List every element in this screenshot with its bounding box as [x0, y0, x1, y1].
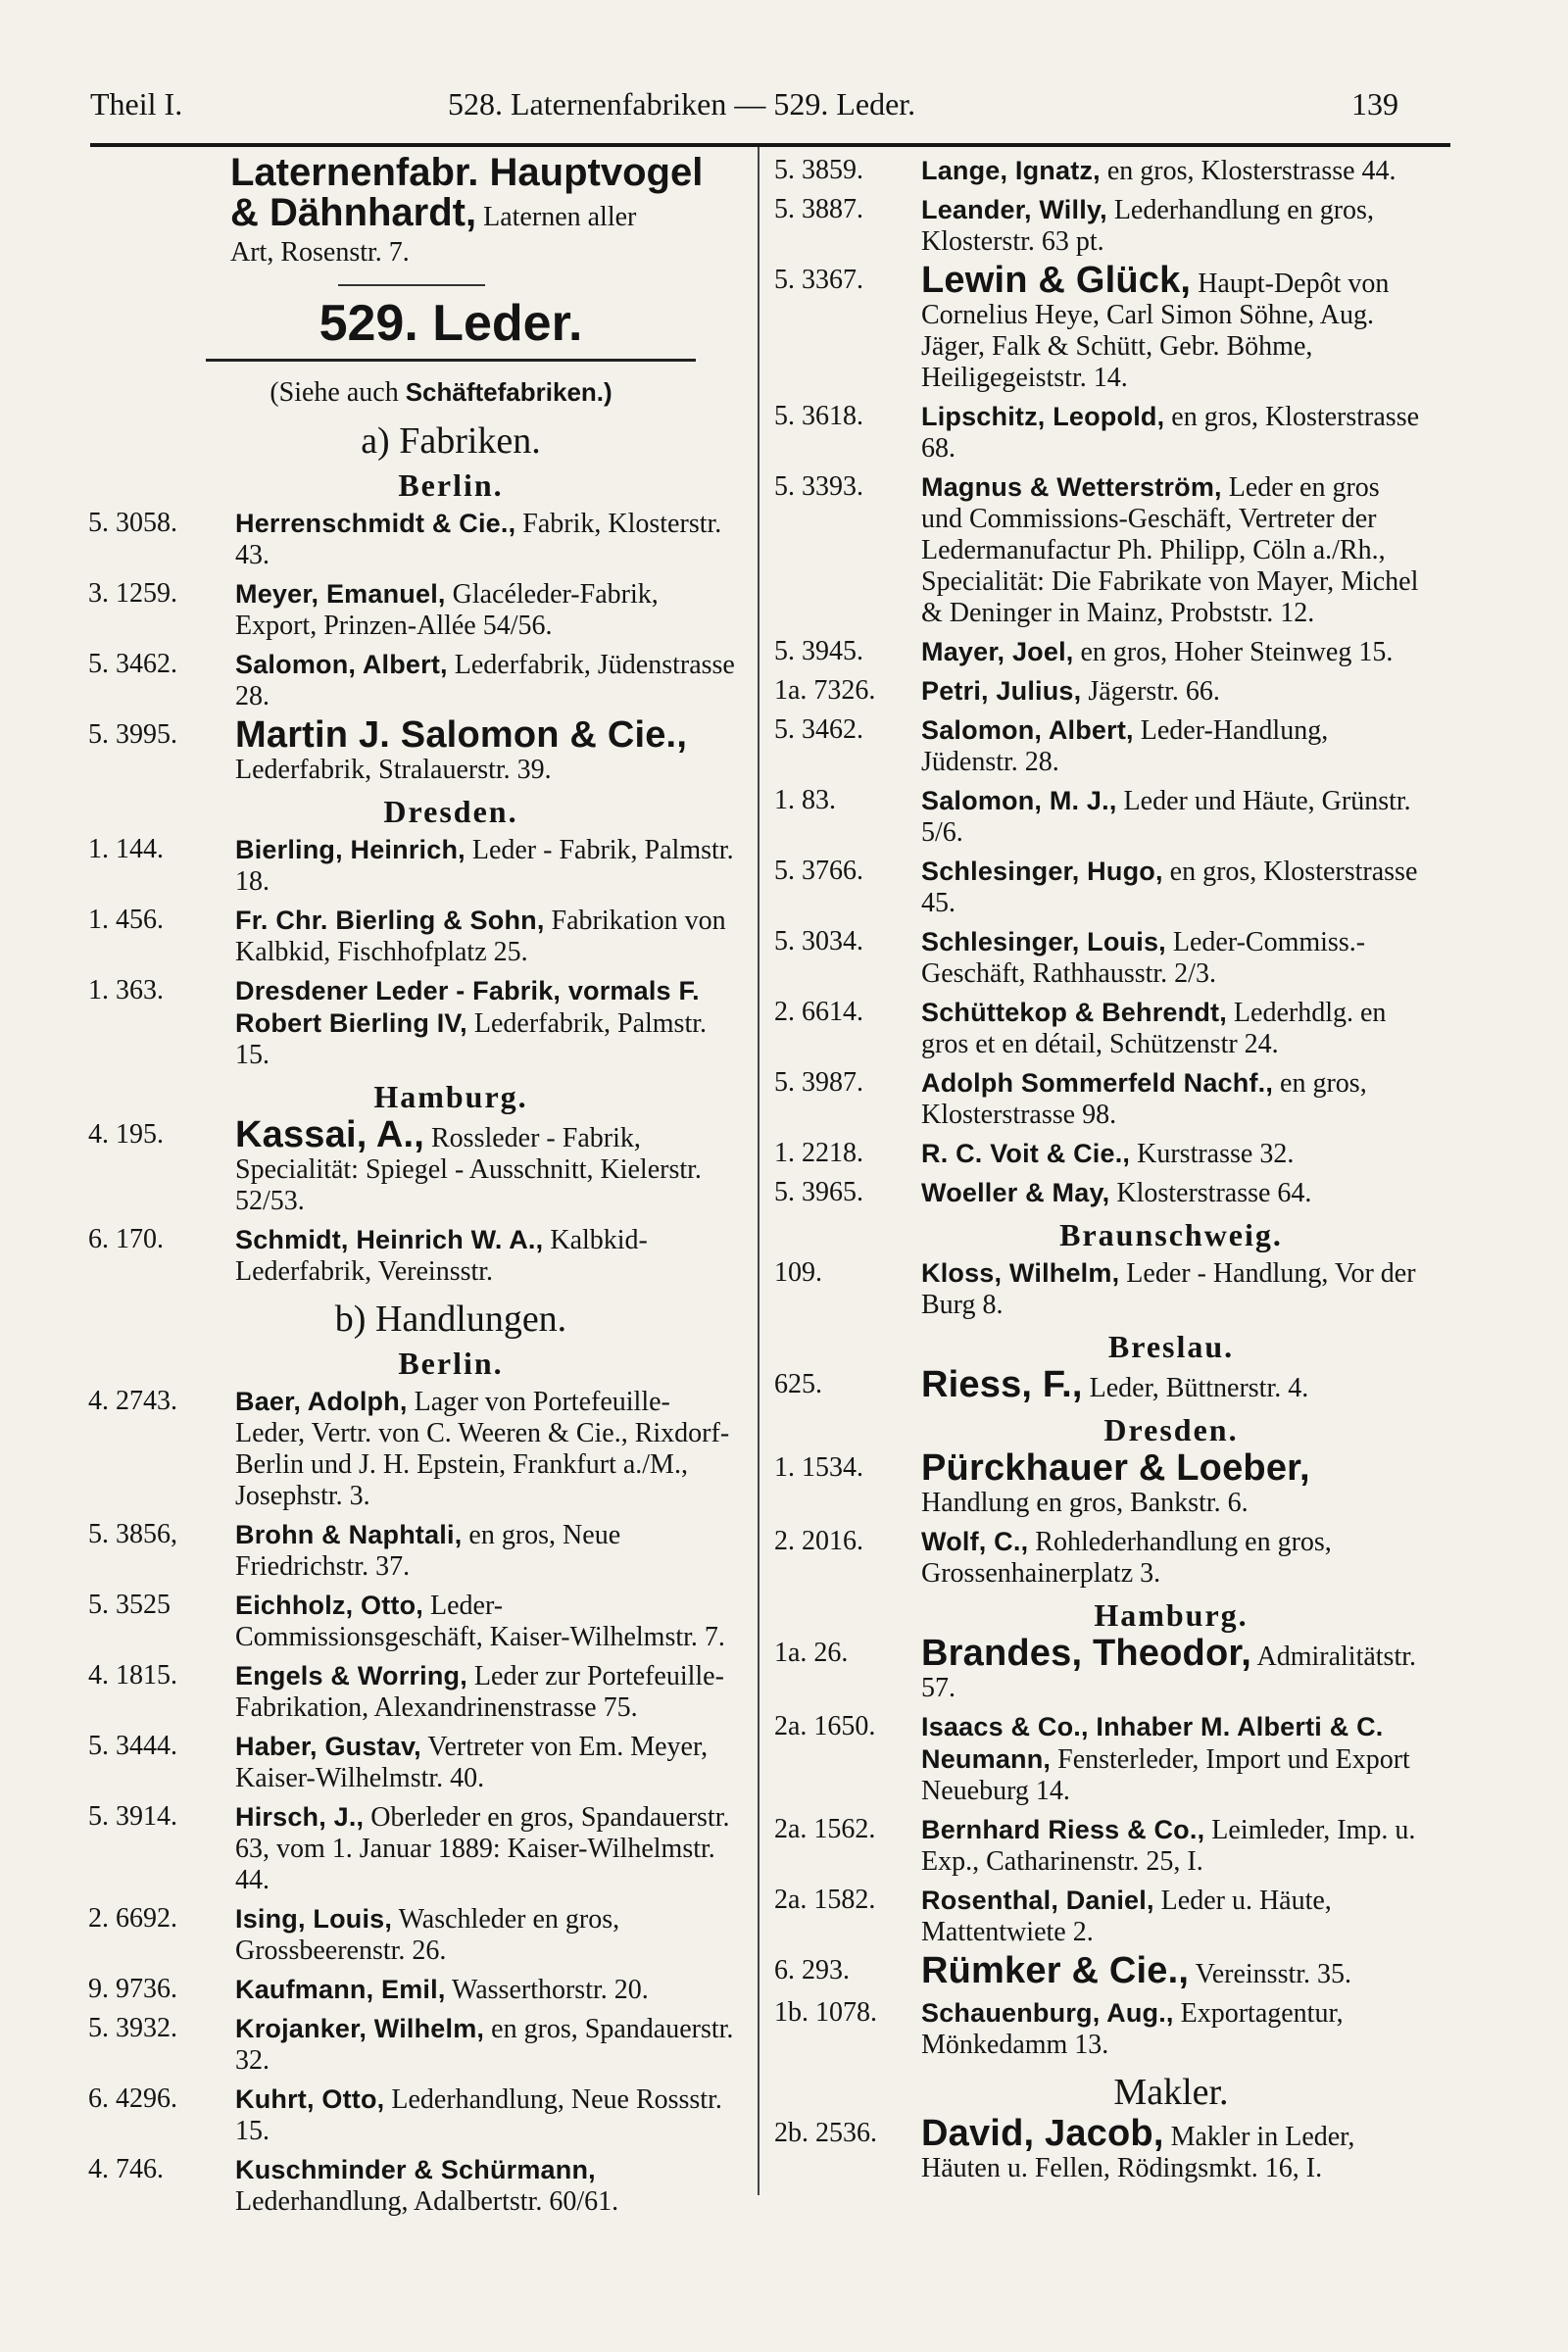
entry-name: Meyer, Emanuel,	[235, 579, 446, 609]
directory-entry	[774, 401, 1421, 465]
part-label: Theil I.	[90, 86, 183, 122]
entry-name: Petri, Julius,	[921, 676, 1082, 706]
entry-name: Bernhard Riess & Co.,	[921, 1815, 1205, 1844]
entry-description: Leder u. Häute, Mattentwiete 2.	[921, 1886, 1332, 1947]
entry-name: Ising, Louis,	[235, 1904, 393, 1934]
entry-number: 5. 3462.	[774, 714, 863, 745]
entry-number: 109.	[774, 1257, 822, 1288]
subsection-fabriken: a) Fabriken.	[361, 420, 541, 462]
entry-number: 5. 3914.	[88, 1801, 177, 1832]
entry-description: Lederhandlung en gros, Klosterstr. 63 pt.	[921, 195, 1374, 257]
entry-description: Leder und Häute, Grünstr. 5/6.	[921, 786, 1411, 848]
entry-description: Kurstrasse 32.	[1137, 1139, 1295, 1169]
subsection-makler: Makler.	[1113, 2072, 1229, 2113]
entry-number: 1b. 1078.	[774, 1997, 877, 2028]
entry-number: 4. 746.	[88, 2154, 164, 2184]
directory-entry	[88, 1731, 735, 1794]
entry-name: Kloss, Wilhelm,	[921, 1258, 1120, 1288]
entry-number: 4. 1815.	[88, 1660, 177, 1690]
entry-name: Kuhrt, Otto,	[235, 2084, 385, 2114]
directory-entry	[88, 2013, 735, 2077]
entry-description: Rossleder - Fabrik, Specialität: Spiegel - Ausschnitt, Kielerstr. 52/53.	[235, 1123, 702, 1216]
entry-description: Leder en gros und Commissions-Geschäft, Vertreter der Ledermanufactur Ph. Philipp, Cöln a./Rh., Specialität: Die Fabrikate von Mayer, Michel & Deninger in Mainz, Probststr. 12.	[921, 472, 1419, 628]
entry-number: 1. 144.	[88, 834, 164, 864]
entry-name: Kassai, A.,	[235, 1114, 424, 1155]
directory-entry	[88, 975, 735, 1071]
directory-entry	[88, 1801, 735, 1896]
entry-number: 6. 170.	[88, 1224, 164, 1254]
directory-entry	[774, 997, 1421, 1060]
city-heading-berlin-handlungen: Berlin.	[398, 1346, 504, 1381]
page-number: 139	[1351, 86, 1398, 122]
entry-number: 2. 6692.	[88, 1903, 177, 1934]
entry-name: Hirsch, J.,	[235, 1802, 365, 1832]
directory-entry	[774, 1997, 1421, 2061]
entry-description: Vereinsstr. 35.	[1195, 1959, 1352, 1989]
entry-number: 3. 1259.	[88, 578, 177, 609]
entry-name: Pürckhauer & Loeber,	[921, 1447, 1310, 1489]
entry-description: Leimleder, Imp. u. Exp., Catharinenstr. 25, I.	[921, 1815, 1416, 1877]
entry-description: Wasserthorstr. 20.	[452, 1975, 649, 2005]
directory-entry	[88, 649, 735, 712]
directory-entry	[88, 1519, 735, 1583]
entry-number: 5. 3887.	[774, 194, 863, 224]
entry-number: 1a. 26.	[774, 1638, 849, 1668]
fabriken-berlin-list	[88, 508, 735, 786]
entry-description: Handlung en gros, Bankstr. 6.	[921, 1488, 1249, 1518]
entry-number: 5. 3393.	[774, 471, 863, 502]
entry-description: Oberleder en gros, Spandauerstr. 63, vom 1. Januar 1889: Kaiser-Wilhelmstr. 44.	[235, 1802, 730, 1895]
directory-entry	[774, 1814, 1421, 1878]
entry-description: Lederfabrik, Palmstr. 15.	[235, 1008, 708, 1070]
entry-number: 4. 2743.	[88, 1386, 177, 1416]
entry-name: Schlesinger, Louis,	[921, 927, 1166, 956]
entry-name: Bierling, Heinrich,	[235, 835, 466, 864]
makler-list	[774, 2113, 1421, 2184]
entry-number: 6. 4296.	[88, 2083, 177, 2114]
entry-description: Lederfabrik, Stralauerstr. 39.	[235, 755, 552, 785]
entry-name: Woeller & May,	[921, 1178, 1110, 1207]
entry-number: 5. 3965.	[774, 1177, 863, 1207]
entry-name-cont: & Dähnhardt,	[230, 191, 477, 234]
entry-name: Kuschminder & Schürmann,	[235, 2155, 596, 2184]
column-divider	[758, 147, 760, 2195]
entry-description: Klosterstrasse 64.	[1116, 1178, 1312, 1208]
directory-entry	[774, 1177, 1421, 1209]
city-heading-braunschweig: Braunschweig.	[1059, 1217, 1283, 1252]
directory-entry	[88, 1903, 735, 1967]
entry-number: 2a. 1562.	[774, 1814, 876, 1844]
entry-number: 1. 83.	[774, 785, 836, 815]
entry-description: Glacéleder-Fabrik, Export, Prinzen-Allée 54/56.	[235, 579, 659, 641]
entry-description: en gros, Klosterstrasse 45.	[921, 857, 1418, 918]
entry-description: Exportagentur, Mönkedamm 13.	[921, 1998, 1344, 2060]
entry-number: 5. 3367.	[774, 265, 863, 295]
entry-number: 2. 2016.	[774, 1526, 863, 1556]
subsection-handlungen: b) Handlungen.	[334, 1298, 567, 1340]
entry-name: Salomon, M. J.,	[921, 786, 1117, 815]
entry-description: Leder-Commiss.-Geschäft, Rathhausstr. 2/3.	[921, 927, 1366, 989]
directory-entry	[88, 1114, 735, 1217]
entry-description: en gros, Spandauerstr. 32.	[235, 2014, 734, 2076]
entry-name: R. C. Voit & Cie.,	[921, 1139, 1131, 1168]
breslau-list	[774, 1364, 1421, 1405]
entry-number: 1. 1534.	[774, 1452, 863, 1483]
entry-description: Leder - Fabrik, Palmstr. 18.	[235, 835, 734, 897]
directory-entry	[88, 1590, 735, 1653]
directory-entry	[88, 2083, 735, 2147]
entry-number: 5. 3995.	[88, 719, 177, 750]
entry-number: 5. 3945.	[774, 636, 863, 666]
directory-entry	[774, 856, 1421, 919]
entry-name: Dresdener Leder - Fabrik, vormals F. Robert Bierling IV,	[235, 976, 700, 1038]
entry-description: en gros, Klosterstrasse 68.	[921, 402, 1420, 464]
hamburg-handlungen-list	[774, 1633, 1421, 2061]
entry-description: Fabrikation von Kalbkid, Fischhofplatz 25.	[235, 906, 726, 967]
entry-name: Schauenburg, Aug.,	[921, 1998, 1174, 2028]
entry-name: Rosenthal, Daniel,	[921, 1886, 1154, 1915]
entry-number: 625.	[774, 1369, 822, 1399]
entry-number: 5. 3987.	[774, 1067, 863, 1098]
entry-description: Admiralitätstr. 57.	[921, 1642, 1417, 1703]
entry-number: 2a. 1582.	[774, 1885, 876, 1915]
entry-name: Wolf, C.,	[921, 1527, 1029, 1556]
entry-name: Brohn & Naphtali,	[235, 1520, 463, 1549]
see-also-ref: Schäftefabriken.)	[405, 377, 612, 407]
entry-description: Leder zur Portefeuille-Fabrikation, Alexandrinenstrasse 75.	[235, 1661, 724, 1723]
directory-entry	[88, 905, 735, 968]
short-divider	[338, 284, 485, 286]
entry-number: 2a. 1650.	[774, 1711, 876, 1741]
entry-number: 1. 363.	[88, 975, 164, 1005]
entry-description: Waschleder en gros, Grossbeerenstr. 26.	[235, 1904, 620, 1966]
entry-name: Schmidt, Heinrich W. A.,	[235, 1225, 544, 1254]
entry-name: Rümker & Cie.,	[921, 1950, 1190, 1991]
see-also-note: (Siehe auch Schäftefabriken.)	[270, 377, 612, 408]
directory-entry	[774, 675, 1421, 708]
city-heading-hamburg: Hamburg.	[373, 1079, 528, 1114]
entry-number: 5. 3618.	[774, 401, 863, 431]
running-head	[90, 86, 1398, 125]
entry-name: Herrenschmidt & Cie.,	[235, 509, 516, 538]
entry-number: 5. 3462.	[88, 649, 177, 679]
entry-name: Schüttekop & Behrendt,	[921, 998, 1227, 1027]
entry-description: en gros, Neue Friedrichstr. 37.	[235, 1520, 621, 1582]
directory-entry	[774, 471, 1421, 629]
dresden-handlungen-list	[774, 1447, 1421, 1590]
entry-description: Rohlederhandlung en gros, Grossenhainerplatz 3.	[921, 1527, 1332, 1589]
entry-number: 1. 2218.	[774, 1138, 863, 1168]
directory-entry	[88, 2154, 735, 2218]
entry-description: Lederhdlg. en gros et en détail, Schützenstr 24.	[921, 998, 1387, 1059]
entry-name: Isaacs & Co., Inhaber M. Alberti & C. Neumann,	[921, 1712, 1384, 1774]
entry-number: 2b. 2536.	[774, 2118, 877, 2148]
entry-number: 5. 3766.	[774, 856, 863, 886]
entry-name: Krojanker, Wilhelm,	[235, 2014, 485, 2043]
entry-number: 9. 9736.	[88, 1974, 177, 2004]
left-column	[88, 151, 735, 2225]
entry-name: Lipschitz, Leopold,	[921, 402, 1165, 431]
directory-entry	[774, 2113, 1421, 2184]
entry-description: Haupt-Depôt von Cornelius Heye, Carl Simon Söhne, Aug. Jäger, Falk & Schütt, Gebr. Böhme, Heiligegeiststr. 14.	[921, 269, 1390, 393]
directory-entry	[88, 1386, 735, 1512]
entry-name: Leander, Willy,	[921, 195, 1107, 224]
entry-number: 5. 3525	[88, 1590, 171, 1620]
handlungen-berlin-list	[88, 1386, 735, 2218]
directory-entry	[774, 1364, 1421, 1405]
entry-name: Martin J. Salomon & Cie.,	[235, 714, 688, 756]
entry-description: Lederhandlung, Neue Rossstr. 15.	[235, 2084, 722, 2146]
directory-entry	[774, 785, 1421, 849]
section-divider	[206, 359, 696, 362]
directory-entry	[774, 1633, 1421, 1704]
city-heading-breslau: Breslau.	[1107, 1329, 1235, 1364]
entry-description: Fensterleder, Import und Export Neueburg 14.	[921, 1744, 1410, 1806]
entry-name: Fr. Chr. Bierling & Sohn,	[235, 906, 545, 935]
right-column	[774, 155, 1421, 2191]
directory-entry	[774, 1711, 1421, 1807]
directory-entry	[88, 1224, 735, 1288]
directory-entry	[88, 508, 735, 571]
entry-description: Jägerstr. 66.	[1088, 676, 1220, 707]
entry-description: Leder, Büttnerstr. 4.	[1089, 1373, 1309, 1403]
entry-name: Riess, F.,	[921, 1364, 1083, 1405]
city-heading-dresden: Dresden.	[383, 794, 518, 829]
directory-entry	[774, 1138, 1421, 1170]
entry-description: Leder-Commissionsgeschäft, Kaiser-Wilhelmstr. 7.	[235, 1591, 725, 1652]
entry-number: 5. 3859.	[774, 155, 863, 185]
directory-entry	[774, 155, 1421, 187]
directory-entry	[774, 1067, 1421, 1131]
directory-entry	[88, 578, 735, 642]
entry-name: Lange, Ignatz,	[921, 156, 1101, 185]
directory-entry	[88, 1660, 735, 1724]
directory-entry	[774, 1447, 1421, 1519]
entry-number: 5. 3932.	[88, 2013, 177, 2043]
entry-name: Kaufmann, Emil,	[235, 1975, 446, 2004]
entry-name: Mayer, Joel,	[921, 637, 1074, 666]
header-rule	[90, 143, 1450, 147]
entry-number: 2. 6614.	[774, 997, 863, 1027]
entry-name: Adolph Sommerfeld Nachf.,	[921, 1068, 1274, 1098]
directory-entry	[88, 714, 735, 786]
entry-number: 5. 3444.	[88, 1731, 177, 1761]
chapter-range: 528. Laternenfabriken — 529. Leder.	[448, 86, 916, 122]
entry-description: en gros, Hoher Steinweg 15.	[1080, 637, 1394, 667]
entry-name: Haber, Gustav,	[235, 1732, 421, 1761]
entry-description: Vertreter von Em. Meyer, Kaiser-Wilhelmstr. 40.	[235, 1732, 709, 1793]
city-heading-hamburg-handlungen: Hamburg.	[1094, 1597, 1249, 1633]
braunschweig-list	[774, 1257, 1421, 1321]
entry-name: Lewin & Glück,	[921, 260, 1192, 301]
entry-description: Lederfabrik, Jüdenstrasse 28.	[235, 650, 735, 711]
entry-number: 5. 3058.	[88, 508, 177, 538]
entry-name: Salomon, Albert,	[921, 715, 1134, 745]
section-title: 529. Leder.	[318, 295, 583, 352]
entry-number: 5. 3034.	[774, 926, 863, 956]
directory-entry	[774, 636, 1421, 668]
entry-description: en gros, Klosterstrasse 44.	[1106, 156, 1396, 186]
entry-name: Laternenfabr. Hauptvogel	[230, 151, 704, 194]
entry-number: 4. 195.	[88, 1119, 164, 1150]
entry-description: Lager von Portefeuille-Leder, Vertr. von C. Weeren & Cie., Rixdorf-Berlin und J. H. Epstein, Frankfurt a./M., Josephstr. 3.	[235, 1387, 730, 1511]
directory-entry	[774, 1257, 1421, 1321]
directory-entry	[774, 714, 1421, 778]
entry-description: Makler in Leder, Häuten u. Fellen, Rödingsmkt. 16, I.	[921, 2122, 1355, 2183]
entry-number: 1a. 7326.	[774, 675, 876, 706]
entry-name: Brandes, Theodor,	[921, 1633, 1252, 1674]
entry-description: Fabrik, Klosterstr. 43.	[235, 509, 722, 570]
directory-entry	[774, 260, 1421, 394]
entry-description: Lederhandlung, Adalbertstr. 60/61.	[235, 2186, 619, 2217]
entry-number: 1. 456.	[88, 905, 164, 935]
entry-description: Kalbkid-Lederfabrik, Vereinsstr.	[235, 1225, 648, 1287]
entry-number: 5. 3856,	[88, 1519, 177, 1549]
directory-entry	[774, 1526, 1421, 1590]
directory-entry	[774, 1885, 1421, 1948]
fabriken-dresden-list	[88, 834, 735, 1071]
entry-number: 6. 293.	[774, 1955, 850, 1985]
entry-address: Art, Rosenstr. 7.	[230, 237, 410, 268]
entry-name: Salomon, Albert,	[235, 650, 448, 679]
entry-description: en gros, Klosterstrasse 98.	[921, 1068, 1367, 1130]
entry-description: Leder-Handlung, Jüdenstr. 28.	[921, 715, 1329, 777]
fabriken-hamburg-list	[88, 1114, 735, 1288]
entry-name: David, Jacob,	[921, 2113, 1164, 2154]
entry-name: Magnus & Wetterström,	[921, 472, 1222, 502]
entry-name: Eichholz, Otto,	[235, 1591, 423, 1620]
directory-entry	[88, 1974, 735, 2006]
city-heading-berlin: Berlin.	[398, 467, 504, 503]
entry-name: Baer, Adolph,	[235, 1387, 408, 1416]
entry-name: Schlesinger, Hugo,	[921, 857, 1163, 886]
entry-description: Leder - Handlung, Vor der Burg 8.	[921, 1258, 1416, 1320]
handlungen-berlin-list-cont	[774, 155, 1421, 1209]
directory-entry	[88, 834, 735, 898]
directory-entry	[774, 926, 1421, 990]
laternen-entry	[230, 151, 735, 270]
directory-entry	[774, 194, 1421, 258]
city-heading-dresden-handlungen: Dresden.	[1103, 1412, 1239, 1447]
directory-entry	[774, 1950, 1421, 1991]
entry-name: Engels & Worring,	[235, 1661, 467, 1690]
entry-desc: Laternen aller	[483, 202, 637, 232]
